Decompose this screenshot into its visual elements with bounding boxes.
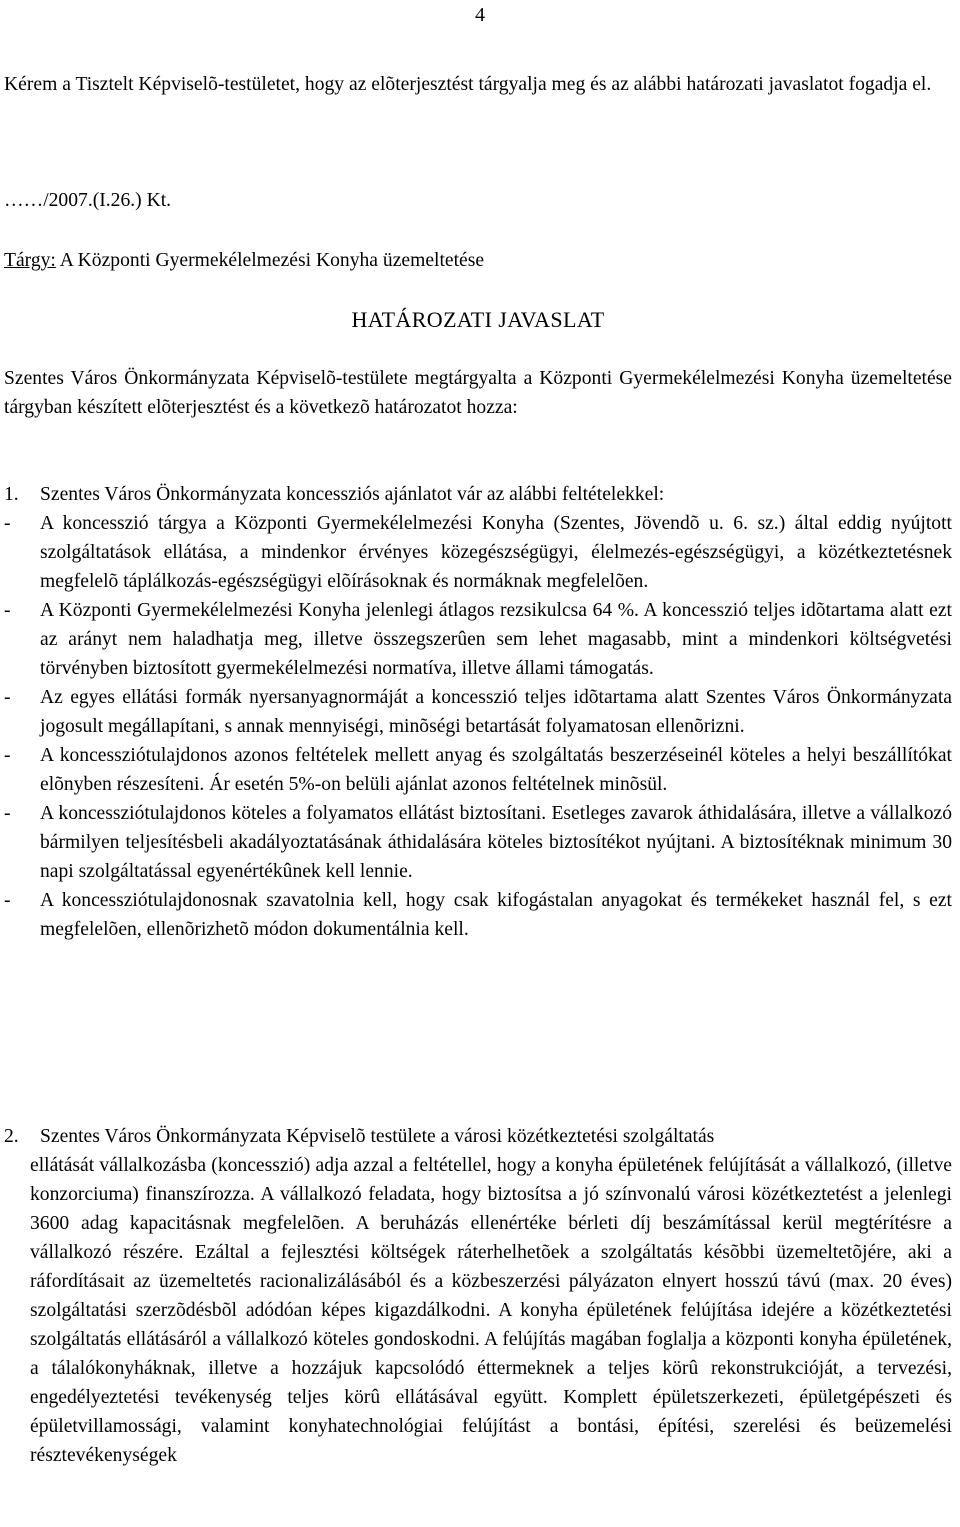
list-item-text: A koncesszió tárgya a Központi Gyermekélelmezési Konyha (Szentes, Jövendõ u. 6. sz.) által eddig nyújtott szolgáltatások ellátása, a mindenkor érvényes közegészségügyi, élelmezés-egészségügyi, a közétkeztetésnek megfelelõ táplálkozás-egészségügyi elõírásoknak és normáknak megfelelõen. (40, 513, 952, 592)
list-bullet: - (4, 600, 11, 621)
list-item-text: A koncessziótulajdonos azonos feltételek mellett anyag és szolgáltatás beszerzéseinél köteles a helyi beszállítókat elõnyben részesíteni. Ár esetén 5%-on belüli ajánlat azonos feltételnek minõsül. (40, 745, 952, 795)
list-item (4, 596, 952, 683)
section-2-number: 2. (4, 1126, 19, 1147)
list-item (4, 741, 952, 799)
list-item (4, 509, 952, 596)
list-item (4, 886, 952, 944)
list-item (4, 683, 952, 741)
section-2-first-line (4, 1122, 952, 1151)
subject-label: Tárgy: (4, 250, 56, 271)
list-bullet: - (4, 745, 11, 766)
preamble-paragraph: Szentes Város Önkormányzata Képviselõ-testülete megtárgyalta a Központi Gyermekélelmezési Konyha üzemeltetése tárgyban készített elõterjesztést és a következõ határozatot hozza: (4, 368, 952, 418)
list-bullet: - (4, 687, 11, 708)
list-item-text: Az egyes ellátási formák nyersanyagnormáját a koncesszió teljes idõtartama alatt Szentes Város Önkormányzata jogosult megállapítani, s annak mennyiségi, minõségi betartását folyamatosan ellenõrizni. (40, 687, 952, 737)
intro-paragraph: Kérem a Tisztelt Képviselõ-testületet, hogy az elõterjesztést tárgyalja meg és az alábbi határozati javaslatot fogadja el. (4, 74, 932, 95)
section-1-number: 1. (4, 484, 19, 505)
section-2 (4, 1122, 952, 1470)
subject-text: A Központi Gyermekélelmezési Konyha üzemeltetése (55, 250, 485, 271)
list-item-text: A koncessziótulajdonos köteles a folyamatos ellátást biztosítani. Esetleges zavarok áthidalására, illetve a vállalkozó bármilyen teljesítésbeli akadályoztatásának áthidalására köteles biztosítékot nyújtani. A biztosítéknak minimum 30 napi szolgáltatással egyenértékûnek kell lennie. (40, 803, 952, 882)
document-heading: HATÁROZATI JAVASLAT (351, 307, 605, 332)
section-1-title-row (4, 480, 952, 509)
page-number: 4 (475, 4, 485, 26)
list-bullet: - (4, 890, 11, 911)
list-item (4, 799, 952, 886)
section-1-title: Szentes Város Önkormányzata koncessziós ajánlatot vár az alábbi feltételekkel: (40, 484, 665, 505)
list-item-text: A koncessziótulajdonosnak szavatolnia kell, hogy csak kifogástalan anyagokat és termékeket használ fel, s ezt megfelelõen, ellenõrizhetõ módon dokumentálnia kell. (40, 890, 952, 940)
section-1 (4, 480, 952, 944)
section-2-first-line-text: Szentes Város Önkormányzata Képviselõ testülete a városi közétkeztetési szolgáltatás (40, 1126, 715, 1147)
resolution-number: ……/2007.(I.26.) Kt. (4, 190, 172, 211)
subject-line (4, 246, 952, 275)
section-2-body: ellátását vállalkozásba (koncesszió) adja azzal a feltétellel, hogy a konyha épületének felújítását a vállalkozó, (illetve konzorciuma) finanszírozza. A vállalkozó feladata, hogy biztosítsa a jó színvonalú városi közétkeztetést a jelenlegi 3600 adag kapacitásnak megfelelõen. A beruházás ellenértéke bérleti díj beszámítással kerül megtérítésre a vállalkozó részére. Ezáltal a fejlesztési költségek ráterhelhetõek a szolgáltatás késõbbi üzemeltetõjére, aki a ráfordításait az üzemeltetés racionalizálásából és a közbeszerzési pályázaton elnyert hosszú távú (max. 20 éves) szolgáltatási szerzõdésbõl adódóan képes kigazdálkodni. A konyha épületének felújítása idejére a közétkeztetési szolgáltatás ellátásáról a vállalkozó köteles gondoskodni. A felújítás magában foglalja a központi konyha épületének, a tálalókonyháknak, illetve a hozzájuk kapcsolódó éttermeknek a teljes körû rekonstrukcióját, a tervezési, engedélyeztetési tevékenység teljes körû ellátásával együtt. Komplett épületszerkezeti, épületgépészeti és épületvillamossági, valamint konyhatechnológiai felújítást a bontási, építési, szerelési és beüzemelési résztevékenységek (30, 1155, 952, 1466)
list-bullet: - (4, 803, 11, 824)
list-item-text: A Központi Gyermekélelmezési Konyha jelenlegi átlagos rezsikulcsa 64 %. A koncesszió teljes idõtartama alatt ezt az arányt nem haladhatja meg, illetve összegszerûen sem lehet magasabb, mint a mindenkori költségvetési törvényben biztosított gyermekélelmezési normatíva, illetve állami támogatás. (40, 600, 952, 679)
list-bullet: - (4, 513, 11, 534)
